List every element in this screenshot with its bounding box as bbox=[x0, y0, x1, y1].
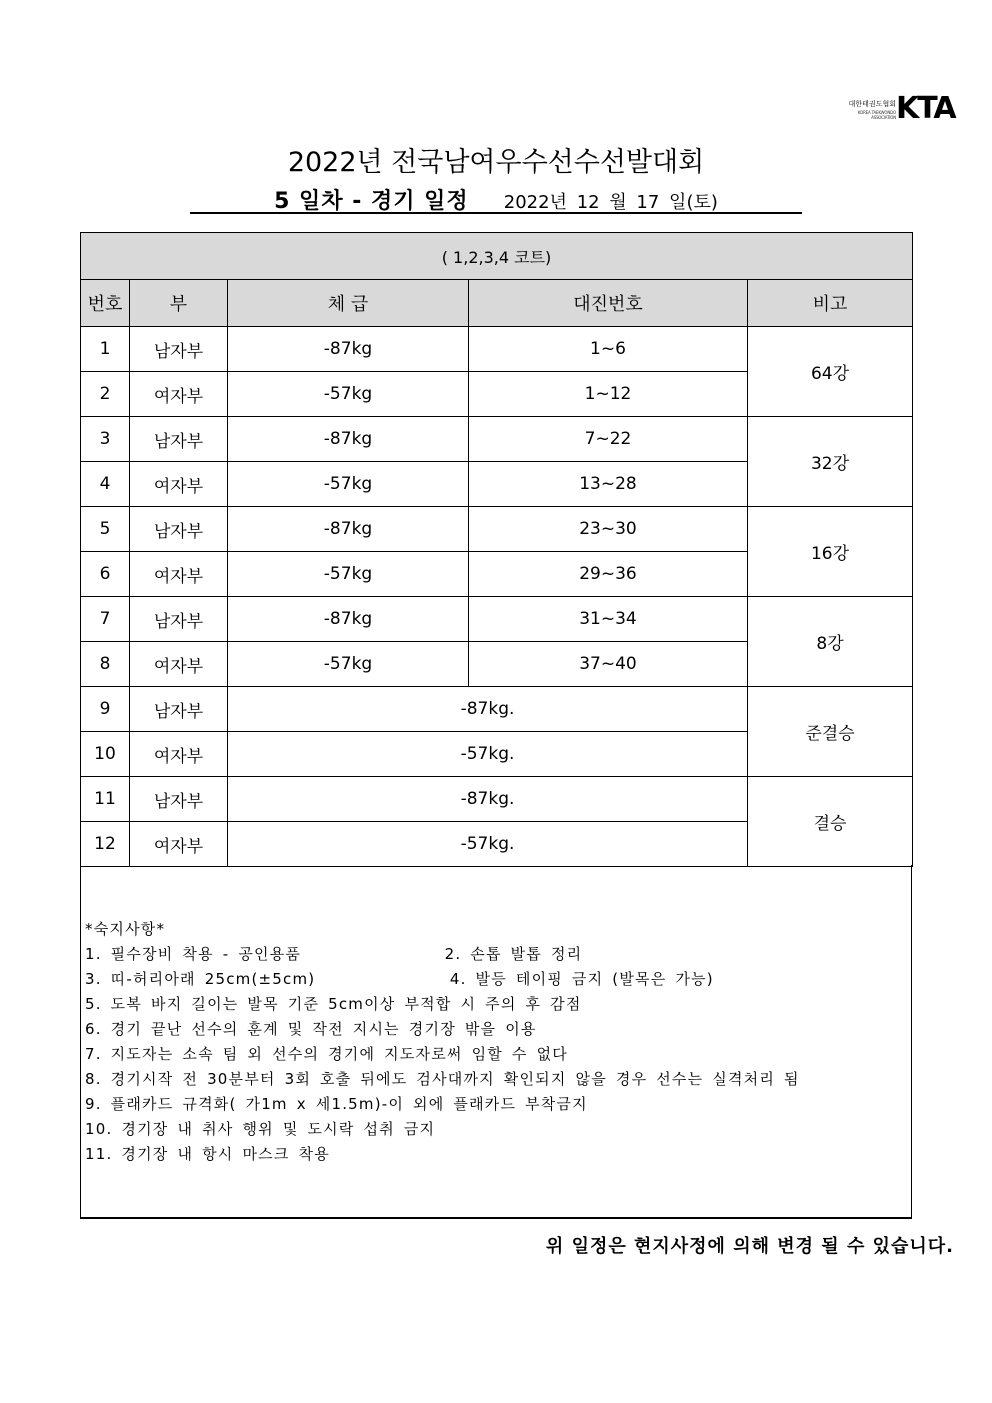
row-weight: -87kg bbox=[228, 417, 469, 462]
logo-org-name-en: KOREA TAEKWONDO ASSOCIATION bbox=[857, 110, 896, 120]
page-title: 2022년 전국남여우수선수선발대회 bbox=[287, 147, 705, 178]
subtitle-day: 5 일차 - 경기 일정 bbox=[274, 189, 469, 214]
row-remark: 결승 bbox=[748, 777, 913, 867]
row-weight: -87kg. bbox=[228, 687, 748, 732]
row-number: 4 bbox=[81, 462, 130, 507]
row-remark: 16강 bbox=[748, 507, 913, 597]
header-remarks: 비고 bbox=[748, 280, 913, 327]
row-division: 여자부 bbox=[130, 822, 228, 867]
row-weight: -57kg bbox=[228, 372, 469, 417]
note-item: 11. 경기장 내 항시 마스크 착용 bbox=[85, 1145, 330, 1163]
row-bracket: 1~12 bbox=[469, 372, 748, 417]
row-division: 남자부 bbox=[130, 687, 228, 732]
row-number: 9 bbox=[81, 687, 130, 732]
row-number: 7 bbox=[81, 597, 130, 642]
table-row bbox=[81, 687, 913, 732]
row-weight: -87kg bbox=[228, 327, 469, 372]
row-number: 6 bbox=[81, 552, 130, 597]
row-division: 여자부 bbox=[130, 372, 228, 417]
note-item: 10. 경기장 내 취사 행위 및 도시락 섭취 금지 bbox=[85, 1120, 436, 1138]
row-number: 3 bbox=[81, 417, 130, 462]
row-bracket: 1~6 bbox=[469, 327, 748, 372]
header-bracket: 대진번호 bbox=[469, 280, 748, 327]
note-item: 9. 플래카드 규격화( 가1m x 세1.5m)-이 외에 플래카드 부착금지 bbox=[85, 1095, 588, 1113]
subtitle-date: 2022년 12 월 17 일(토) bbox=[503, 192, 718, 213]
row-number: 5 bbox=[81, 507, 130, 552]
schedule-table bbox=[80, 232, 913, 867]
note-item: 5. 도복 바지 길이는 발목 기준 5cm이상 부적합 시 주의 후 감점 bbox=[85, 995, 582, 1013]
row-division: 여자부 bbox=[130, 732, 228, 777]
notes-box bbox=[80, 865, 912, 1219]
row-division: 여자부 bbox=[130, 642, 228, 687]
note-item: 3. 띠-허리아래 25cm(±5cm) 4. 발등 테이핑 금지 (발목은 가능) bbox=[85, 970, 714, 988]
row-weight: -57kg bbox=[228, 552, 469, 597]
row-bracket: 13~28 bbox=[469, 462, 748, 507]
row-division: 남자부 bbox=[130, 507, 228, 552]
table-row bbox=[81, 597, 913, 642]
row-weight: -57kg. bbox=[228, 822, 748, 867]
table-row bbox=[81, 507, 913, 552]
logo-org-name: 대한태권도협회 bbox=[848, 100, 896, 108]
row-number: 1 bbox=[81, 327, 130, 372]
row-remark: 준결승 bbox=[748, 687, 913, 777]
row-weight: -87kg bbox=[228, 507, 469, 552]
row-bracket: 31~34 bbox=[469, 597, 748, 642]
notes-list bbox=[85, 917, 800, 1167]
notes-heading: *숙지사항* bbox=[85, 920, 166, 938]
row-number: 2 bbox=[81, 372, 130, 417]
row-number: 8 bbox=[81, 642, 130, 687]
table-row bbox=[81, 417, 913, 462]
footer-notice: 위 일정은 현지사정에 의해 변경 될 수 있습니다. bbox=[545, 1236, 954, 1257]
row-division: 여자부 bbox=[130, 552, 228, 597]
logo-mark: KTA bbox=[896, 91, 955, 126]
row-bracket: 7~22 bbox=[469, 417, 748, 462]
header-division: 부 bbox=[130, 280, 228, 327]
header-weight: 체 급 bbox=[228, 280, 469, 327]
row-number: 11 bbox=[81, 777, 130, 822]
row-remark: 64강 bbox=[748, 327, 913, 417]
table-header-row bbox=[81, 280, 913, 327]
row-bracket: 37~40 bbox=[469, 642, 748, 687]
court-header: ( 1,2,3,4 코트) bbox=[81, 233, 913, 280]
row-division: 여자부 bbox=[130, 462, 228, 507]
row-weight: -57kg bbox=[228, 462, 469, 507]
row-division: 남자부 bbox=[130, 417, 228, 462]
note-item: 6. 경기 끝난 선수의 훈계 및 작전 지시는 경기장 밖을 이용 bbox=[85, 1020, 537, 1038]
row-bracket: 29~36 bbox=[469, 552, 748, 597]
row-division: 남자부 bbox=[130, 597, 228, 642]
row-remark: 8강 bbox=[748, 597, 913, 687]
row-weight: -87kg. bbox=[228, 777, 748, 822]
page-subtitle bbox=[190, 184, 802, 214]
row-division: 남자부 bbox=[130, 777, 228, 822]
kta-logo bbox=[836, 91, 956, 126]
row-number: 12 bbox=[81, 822, 130, 867]
row-division: 남자부 bbox=[130, 327, 228, 372]
table-row bbox=[81, 777, 913, 822]
row-weight: -57kg bbox=[228, 642, 469, 687]
row-weight: -87kg bbox=[228, 597, 469, 642]
table-row bbox=[81, 327, 913, 372]
row-number: 10 bbox=[81, 732, 130, 777]
note-item: 7. 지도자는 소속 팀 외 선수의 경기에 지도자로써 임할 수 없다 bbox=[85, 1045, 568, 1063]
header-number: 번호 bbox=[81, 280, 130, 327]
row-remark: 32강 bbox=[748, 417, 913, 507]
row-bracket: 23~30 bbox=[469, 507, 748, 552]
row-weight: -57kg. bbox=[228, 732, 748, 777]
note-item: 1. 필수장비 착용 - 공인용품 2. 손톱 발톱 정리 bbox=[85, 945, 583, 963]
note-item: 8. 경기시작 전 30분부터 3회 호출 뒤에도 검사대까지 확인되지 않을 경우 선수는 실격처리 됨 bbox=[85, 1070, 800, 1088]
